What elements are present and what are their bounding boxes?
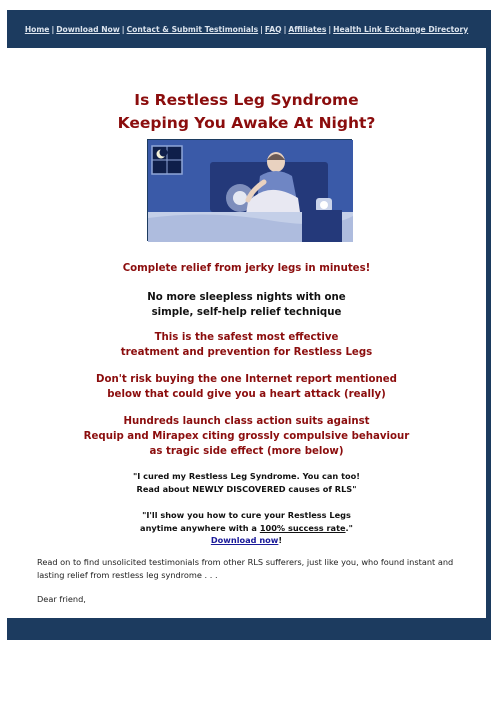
nav-separator: | [260,24,263,34]
headline-line-1: Is Restless Leg Syndrome [134,91,359,109]
success-quote [7,509,486,547]
nav-separator: | [51,24,55,34]
man-awake-in-bed-illustration [148,140,353,242]
nav-contact-testimonials[interactable]: Contact & Submit Testimonials [126,24,259,34]
headline-line-2: Keeping You Awake At Night? [117,114,376,132]
page-headline [7,89,486,135]
lawsuit-notice [7,414,486,459]
success-quote-line-1: "I'll show you how to cure your Restless Legs [142,510,351,520]
download-suffix: ! [278,535,283,545]
page-frame [7,10,491,640]
safest-line-1: This is the safest most effective [154,332,339,343]
nav-separator: | [283,24,287,34]
no-sleepless-claim [7,290,486,320]
cured-quote-line-1: "I cured my Restless Leg Syndrome. You can too! [132,471,360,481]
top-navigation [7,10,486,48]
nav-separator: | [121,24,125,34]
nav-download-now[interactable]: Download Now [56,24,120,34]
risk-line-2: below that could give you a heart attack (really) [107,389,386,400]
no-sleepless-line-1: No more sleepless nights with one [147,292,346,303]
greeting-paragraph: Dear friend, [37,594,86,604]
nav-affiliates[interactable]: Affiliates [288,24,327,34]
nav-separator: | [328,24,332,34]
success-rate-text: 100% success rate [259,522,346,533]
footer-bar [7,618,486,640]
success-quote-line-2 [7,522,486,535]
main-content [7,48,486,618]
risk-warning [7,372,486,402]
nav-health-link-directory[interactable]: Health Link Exchange Directory [333,24,469,34]
intro-paragraph: Read on to find unsolicited testimonials from other RLS sufferers, just like you, who found instant and lasting relief from restless leg syndrome . . . [37,557,454,580]
lawsuit-line-3: as tragic side effect (more below) [149,446,344,457]
lawsuit-line-1: Hundreds launch class action suits against [123,416,370,427]
lawsuit-line-2: Requip and Mirapex citing grossly compulsive behaviour [83,431,410,442]
nav-home[interactable]: Home [24,24,50,34]
risk-line-1: Don't risk buying the one Internet report mentioned [96,374,397,385]
safest-line-2: treatment and prevention for Restless Legs [120,347,373,358]
no-sleepless-line-2: simple, self-help relief technique [151,307,342,318]
relief-claim: Complete relief from jerky legs in minutes! [122,263,371,274]
nav-faq[interactable]: FAQ [264,24,282,34]
download-line [7,534,486,547]
safest-claim [7,330,486,360]
success-quote-prefix: anytime anywhere with a [140,522,260,533]
download-now-link[interactable]: Download now [210,535,279,545]
cured-quote-line-2: Read about NEWLY DISCOVERED causes of RLS" [136,483,357,494]
cured-quote [7,470,486,495]
hero-illustration [147,139,352,241]
success-quote-suffix: ." [345,522,353,533]
